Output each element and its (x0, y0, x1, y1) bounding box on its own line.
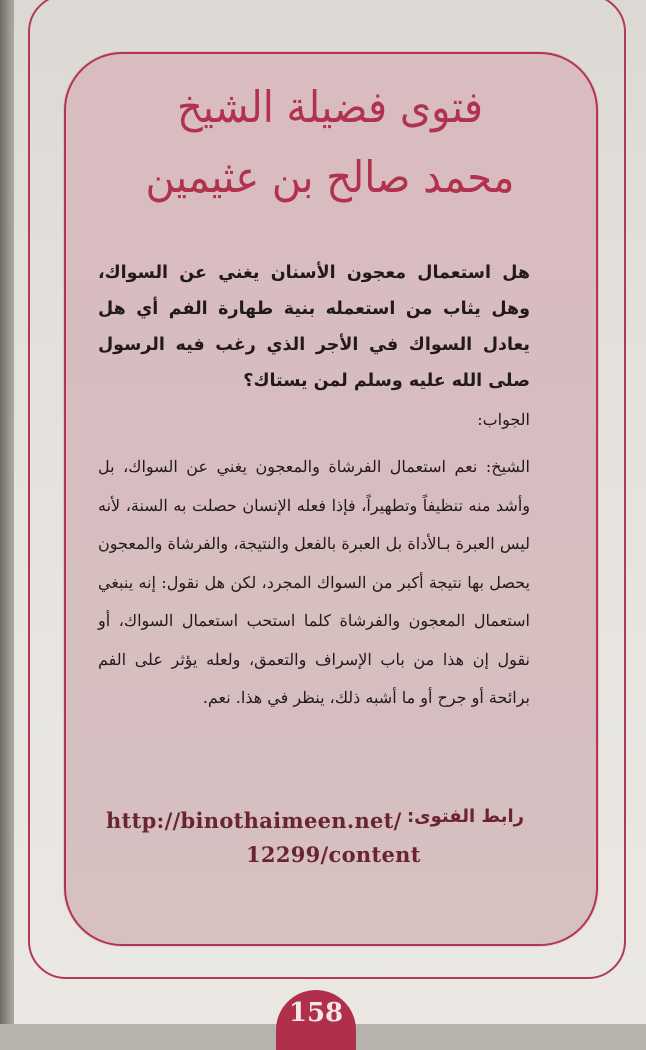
answer-label: الجواب: (477, 410, 530, 429)
title-line-1: فتوى فضيلة الشيخ (176, 83, 484, 133)
fatwa-link-label: رابط الفتوى: (406, 806, 524, 827)
page-number: 158 (276, 990, 356, 1050)
fatwa-link-url-continued[interactable]: 12299/content (246, 842, 421, 867)
answer-text: الشيخ: نعم استعمال الفرشاة والمعجون يغني عن السواك، بل وأشد منه تنظيفاً وتطهيراً، فإذا فعله الإنسان حصلت به السنة، لأنه ليس العبرة بـالأداة بل العبرة بالفعل والنتيجة، والفرشاة والمعجون يحصل بها نتيجة أكبر من السواك المجرد، لكن هل نقول: إنه ينبغي استعمال المعجون والفرشاة كلما استحب استعمال السواك، أو نقول إن هذا من باب الإسراف والتعمق، ولعله يؤثر على الفم برائحة أو جرح أو ما أشبه ذلك، ينظر في هذا. نعم. (98, 457, 531, 707)
fatwa-link-row (104, 804, 530, 840)
title-line-2: محمد صالح بن عثيمين (145, 153, 515, 203)
question-text: هل استعمال معجون الأسنان يغني عن السواك، وهل يثاب من استعمله بنية طهارة الفم أي هل يعادل السواك في الأجر الذي رغب فيه الرسول صلى الله عليه وسلم لمن يستاك؟ (98, 263, 530, 391)
fatwa-link-url[interactable]: http://binothaimeen.net/ (106, 808, 402, 833)
